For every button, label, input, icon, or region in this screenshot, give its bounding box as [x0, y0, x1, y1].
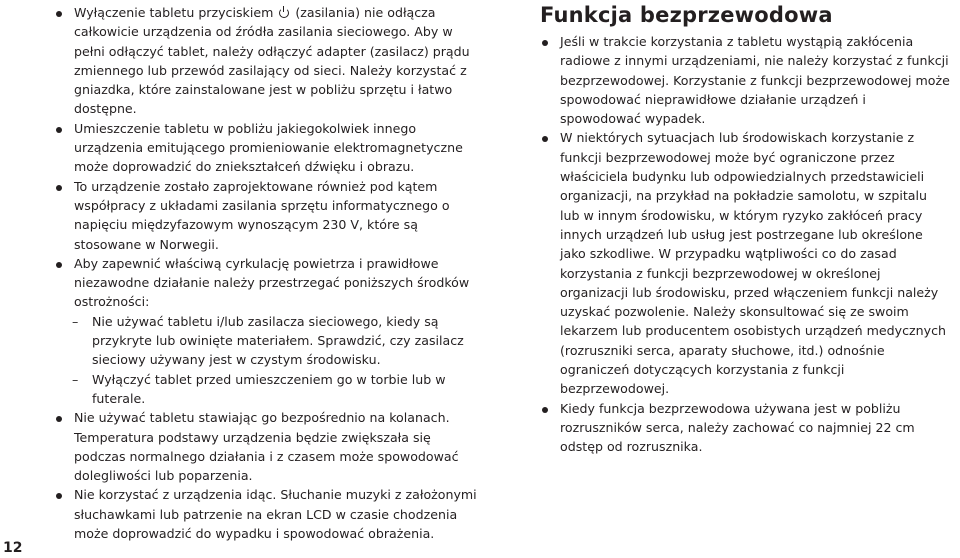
dash-sublist — [74, 312, 480, 408]
power-note-text-end: (zasilania) nie odłącza całkowicie urządzenia od źródła zasilania sieciowego. Aby w pełni odłączyć tablet, należy odłączyć adapter (zasilacz) prądu zmiennego lub przewód zasilający od sieci. Należy korzystać z gniazdka, które zainstalowane jest w pobliżu sprzętu i łatwo dostępne. — [74, 5, 470, 117]
sublist-item: – Wyłączyć tablet przed umieszczeniem go w torbie lub w futerale. — [74, 370, 480, 409]
list-item: W niektórych sytuacjach lub środowiskach korzystanie z funkcji bezprzewodowej może być ograniczone przez właściciela budynku lub odpowiedzialnych przedstawicieli organizacji, na przykład na pokładzie samolotu, w szpitalu lub w innym środowisku, w którym ryzyko zakłóceń pracy innych urządzeń lub usług jest postrzegane lub określone jako szkodliwe. W przypadku wątpliwości co do zasad korzystania z funkcji bezprzewodowej w określonej organizacji lub środowisku, przed włączeniem funkcji należy uzyskać pozwolenie. Należy skonsultować się ze swoim lekarzem lub producentem osobistych urządzeń medycznych (rozruszniki serca, aparaty słuchowe, itd.) odnośnie ograniczeń dotyczących korzystania z funkcji bezprzewodowej. — [540, 128, 950, 398]
left-bullet-list — [54, 3, 480, 543]
list-item — [54, 254, 480, 408]
list-item — [54, 3, 480, 119]
list-item: Nie używać tabletu stawiając go bezpośrednio na kolanach. Temperatura podstawy urządzenia będzie zwiększała się podczas normalnego działania i z czasem może spowodować dolegliwości lub poparzenia. — [54, 408, 480, 485]
right-bullet-list — [540, 32, 950, 457]
list-item: Kiedy funkcja bezprzewodowa używana jest w pobliżu rozruszników serca, należy zachować co najmniej 22 cm odstęp od rozrusznika. — [540, 399, 950, 457]
sublist-item: – Nie używać tabletu i/lub zasilacza sieciowego, kiedy są przykryte lub owinięte materiałem. Sprawdzić, czy zasilacz sieciowy używany jest w czystym środowisku. — [74, 312, 480, 370]
left-column — [54, 3, 480, 543]
list-item: To urządzenie zostało zaprojektowane również pod kątem współpracy z układami zasilania sprzętu informatycznego o napięciu międzyfazowym wynoszącym 230 V, które są stosowane w Norwegii. — [54, 177, 480, 254]
list-item: Nie korzystać z urządzenia idąc. Słuchanie muzyki z założonymi słuchawkami lub patrzenie na ekran LCD w czasie chodzenia może doprowadzić do wypadku i spowodować obrażenia. — [54, 485, 480, 543]
power-icon — [279, 8, 289, 18]
page-number: 12 — [3, 540, 23, 556]
right-column — [540, 2, 950, 457]
section-title: Funkcja bezprzewodowa — [540, 3, 833, 27]
list-item: Jeśli w trakcie korzystania z tabletu wystąpią zakłócenia radiowe z innymi urządzeniami, nie należy korzystać z funkcji bezprzewodowej. Korzystanie z funkcji bezprzewodowej może spowodować nieprawidłowe działanie urządzeń i spowodować wypadek. — [540, 32, 950, 128]
power-note-text-start: Wyłączenie tabletu przyciskiem — [74, 5, 274, 20]
list-item-text: Aby zapewnić właściwą cyrkulację powietrza i prawidłowe niezawodne działanie należy przestrzegać poniższych środków ostrożności: — [74, 255, 470, 310]
list-item: Umieszczenie tabletu w pobliżu jakiegokolwiek innego urządzenia emitującego promieniowanie elektromagnetyczne może doprowadzić do zniekształceń dźwięku i obrazu. — [54, 119, 480, 177]
